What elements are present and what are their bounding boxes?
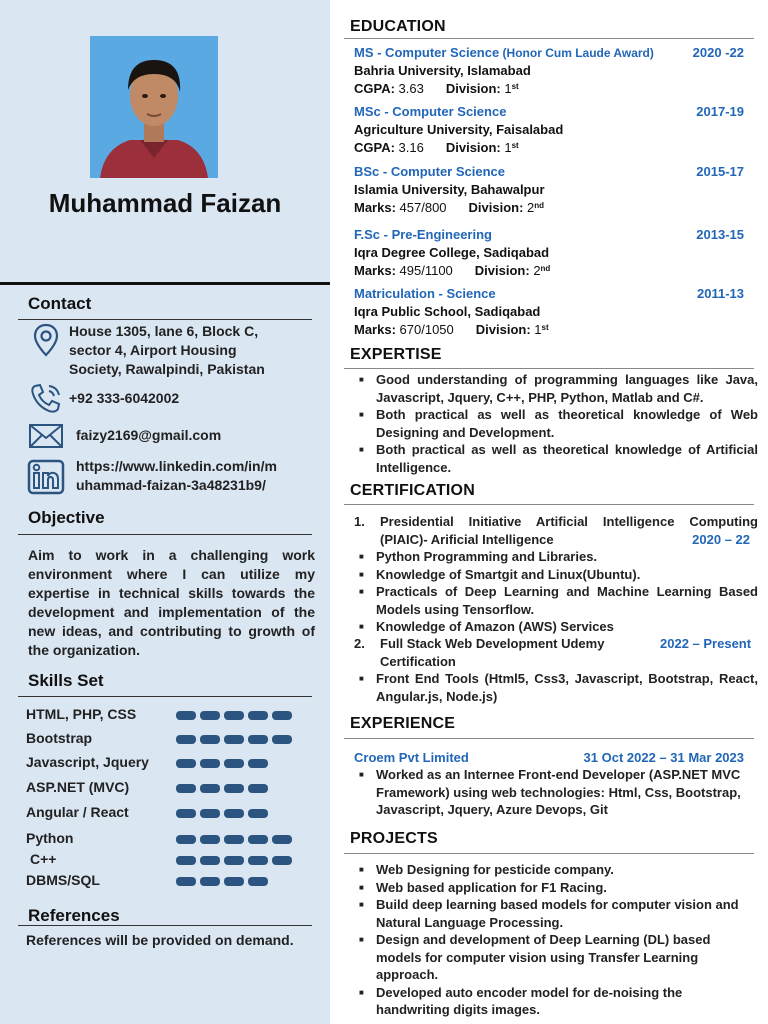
email-row bbox=[26, 418, 221, 454]
skill-level-bars bbox=[176, 711, 292, 720]
education-degree: BSc - Computer Science bbox=[354, 164, 505, 179]
education-score-row bbox=[354, 139, 744, 157]
expertise-item: ■ Good understanding of programming languages like Java, Javascript, Jquery, C++, PHP, Python, Matlab and C#. bbox=[354, 371, 758, 406]
project-item: ■ Build deep learning based models for computer vision and Natural Language Processing. bbox=[354, 896, 754, 931]
education-score-label: CGPA: bbox=[354, 140, 395, 155]
projects-heading: PROJECTS bbox=[350, 830, 438, 847]
skill-level-bar bbox=[176, 877, 196, 886]
skill-level-bar bbox=[224, 759, 244, 768]
education-degree-wrap bbox=[354, 44, 654, 62]
education-degree-wrap bbox=[354, 285, 496, 303]
experience-header bbox=[354, 749, 744, 767]
education-degree-wrap bbox=[354, 163, 505, 181]
skill-label: ASP.NET (MVC) bbox=[26, 779, 130, 795]
cert-2-list bbox=[354, 670, 758, 705]
skill-level-bar bbox=[176, 784, 196, 793]
education-score-label: Marks: bbox=[354, 322, 396, 337]
education-institute: Iqra Public School, Sadiqabad bbox=[354, 304, 541, 319]
skill-level-bars bbox=[176, 809, 268, 818]
skill-level-bar bbox=[200, 711, 220, 720]
experience-row bbox=[354, 749, 744, 767]
skill-level-bar bbox=[200, 735, 220, 744]
education-title-row bbox=[354, 163, 744, 181]
education-division-suffix: nd bbox=[534, 201, 545, 210]
education-score: 3.63 bbox=[394, 81, 424, 96]
project-item: ■ Web based application for F1 Racing. bbox=[354, 879, 754, 897]
education-title-row bbox=[354, 44, 744, 62]
cert-1-item: ■ Knowledge of Amazon (AWS) Services bbox=[354, 618, 758, 636]
education-score-label: Marks: bbox=[354, 200, 396, 215]
contact-heading: Contact bbox=[28, 294, 92, 313]
linkedin-line: https://www.linkedin.com/in/m bbox=[76, 458, 277, 474]
skill-level-bar bbox=[176, 809, 196, 818]
cert-2-item: ■ Front End Tools (Html5, Css3, Javascript, Bootstrap, React, Angular.js, Node.js) bbox=[354, 670, 758, 705]
skill-row bbox=[26, 730, 316, 750]
education-entry bbox=[354, 103, 744, 157]
education-score-row bbox=[354, 262, 744, 280]
skill-level-bar bbox=[176, 735, 196, 744]
education-division-suffix: st bbox=[511, 141, 519, 150]
skills-heading: Skills Set bbox=[28, 671, 104, 690]
expertise-list bbox=[354, 371, 758, 476]
skill-level-bar bbox=[224, 809, 244, 818]
skill-level-bar bbox=[248, 784, 268, 793]
skill-level-bar bbox=[248, 835, 268, 844]
cert-1-title-text: Presidential Initiative Artificial Intelligence Computing (PIAIC)- Arificial Intelligence bbox=[380, 514, 758, 547]
education-years: 2013-15 bbox=[696, 227, 744, 242]
education-score: 670/1050 bbox=[395, 322, 454, 337]
skill-level-bars bbox=[176, 877, 268, 886]
project-item: ■ Design and development of Deep Learning (DL) based models for computer vision using Transfer Learning approach. bbox=[354, 931, 754, 984]
skill-row bbox=[26, 779, 316, 799]
skill-label: HTML, PHP, CSS bbox=[26, 706, 137, 722]
education-division-suffix: st bbox=[511, 82, 519, 91]
skill-level-bar bbox=[176, 835, 196, 844]
linkedin-link[interactable] bbox=[76, 457, 277, 495]
expertise-heading: EXPERTISE bbox=[350, 346, 442, 363]
education-note: (Honor Cum Laude Award) bbox=[499, 46, 654, 60]
candidate-name: Muhammad Faizan bbox=[48, 188, 282, 218]
skill-level-bars bbox=[176, 856, 292, 865]
education-title-row bbox=[354, 285, 744, 303]
skill-label: Angular / React bbox=[26, 804, 129, 820]
education-years: 2015-17 bbox=[696, 164, 744, 179]
expertise-item: ■ Both practical as well as theoretical knowledge of Artificial Intelligence. bbox=[354, 441, 758, 476]
cert-1-title bbox=[380, 513, 758, 548]
education-division: 1 bbox=[500, 140, 512, 155]
education-division-suffix: nd bbox=[540, 264, 551, 273]
skill-level-bar bbox=[248, 735, 268, 744]
education-division: 2 bbox=[529, 263, 541, 278]
skill-level-bar bbox=[248, 856, 268, 865]
project-item: ■ Developed auto encoder model for de-noising the handwriting digits images. bbox=[354, 984, 754, 1019]
skill-row bbox=[26, 804, 316, 824]
address-row bbox=[26, 322, 265, 379]
education-institute: Iqra Degree College, Sadiqabad bbox=[354, 245, 550, 260]
linkedin-line: uhammad-faizan-3a48231b9/ bbox=[76, 477, 266, 493]
skill-level-bar bbox=[224, 711, 244, 720]
skill-row bbox=[26, 706, 316, 726]
profile-photo bbox=[90, 36, 218, 178]
education-score: 495/1100 bbox=[395, 263, 453, 278]
cert-1-list bbox=[354, 548, 758, 636]
education-division-label: Division: bbox=[475, 322, 531, 337]
skill-level-bar bbox=[176, 856, 196, 865]
skill-level-bars bbox=[176, 735, 292, 744]
skill-level-bar bbox=[248, 711, 268, 720]
education-title-row bbox=[354, 226, 744, 244]
linkedin-icon bbox=[26, 457, 66, 497]
skill-level-bars bbox=[176, 759, 268, 768]
skill-label: DBMS/SQL bbox=[26, 872, 100, 888]
education-rule bbox=[344, 38, 754, 39]
education-score-label: Marks: bbox=[354, 263, 396, 278]
skill-label: C++ bbox=[30, 851, 57, 867]
education-years: 2020 -22 bbox=[692, 45, 744, 60]
address-line: House 1305, lane 6, Block C, bbox=[69, 323, 259, 339]
education-division-label: Division: bbox=[445, 140, 501, 155]
skill-level-bar bbox=[248, 877, 268, 886]
education-entry bbox=[354, 285, 744, 339]
projects-list bbox=[354, 861, 754, 1019]
phone-icon bbox=[26, 380, 66, 416]
education-score-row bbox=[354, 199, 744, 217]
skill-level-bars bbox=[176, 835, 292, 844]
education-entry bbox=[354, 44, 744, 98]
phone-row bbox=[26, 380, 179, 416]
skill-level-bar bbox=[224, 735, 244, 744]
cert-1-number: 1. bbox=[354, 514, 365, 529]
address-text bbox=[69, 322, 265, 379]
education-degree-wrap bbox=[354, 103, 506, 121]
education-entry bbox=[354, 163, 744, 217]
education-degree: MSc - Computer Science bbox=[354, 104, 507, 119]
location-pin-icon bbox=[26, 322, 66, 358]
contact-rule bbox=[18, 319, 312, 320]
education-entry bbox=[354, 226, 744, 280]
expertise-item: ■ Both practical as well as theoretical knowledge of Web Designing and Development. bbox=[354, 406, 758, 441]
skill-label: Javascript, Jquery bbox=[26, 754, 149, 770]
skill-level-bar bbox=[200, 809, 220, 818]
education-degree: MS - Computer Science bbox=[354, 45, 500, 60]
education-degree-wrap bbox=[354, 226, 492, 244]
education-division-label: Division: bbox=[468, 200, 524, 215]
education-score-row bbox=[354, 321, 744, 339]
cert-2-years: 2022 – Present bbox=[660, 636, 752, 651]
phone-text: +92 333-6042002 bbox=[69, 390, 180, 406]
cert-1-years: 2020 – 22 bbox=[692, 531, 750, 547]
education-division-suffix: st bbox=[541, 323, 549, 332]
skill-level-bar bbox=[272, 735, 292, 744]
sidebar-divider bbox=[0, 282, 330, 285]
education-division-label: Division: bbox=[445, 81, 501, 96]
education-division: 2 bbox=[523, 200, 535, 215]
education-title-row bbox=[354, 103, 744, 121]
cert-2-title-text: Full Stack Web Development Udemy Certification bbox=[380, 636, 605, 669]
sidebar bbox=[0, 0, 330, 1024]
skill-level-bar bbox=[272, 835, 292, 844]
profile-photo-illustration bbox=[90, 36, 218, 178]
skill-level-bar bbox=[224, 856, 244, 865]
certification-heading: CERTIFICATION bbox=[350, 482, 475, 499]
education-division: 1 bbox=[500, 81, 512, 96]
experience-company: Croem Pvt Limited bbox=[354, 750, 469, 765]
skill-label: Python bbox=[26, 830, 74, 846]
certification-rule bbox=[344, 504, 754, 505]
experience-rule bbox=[344, 738, 754, 739]
skill-level-bar bbox=[224, 784, 244, 793]
skill-level-bar bbox=[248, 759, 268, 768]
education-institute: Bahria University, Islamabad bbox=[354, 63, 531, 78]
skill-level-bar bbox=[248, 809, 268, 818]
cert-1-item: ■ Practicals of Deep Learning and Machine Learning Based Models using Tensorflow. bbox=[354, 583, 758, 618]
references-heading: References bbox=[28, 906, 120, 925]
education-score: 457/800 bbox=[395, 200, 447, 215]
education-division-label: Division: bbox=[474, 263, 530, 278]
projects-rule bbox=[344, 853, 754, 854]
address-line: Society, Rawalpindi, Pakistan bbox=[69, 361, 265, 377]
education-degree: F.Sc - Pre-Engineering bbox=[354, 227, 492, 242]
education-score: 3.16 bbox=[394, 140, 424, 155]
education-score-row bbox=[354, 80, 744, 98]
objective-heading: Objective bbox=[28, 508, 105, 527]
skill-level-bar bbox=[200, 784, 220, 793]
education-institute: Islamia University, Bahawalpur bbox=[354, 182, 545, 197]
skill-level-bar bbox=[200, 856, 220, 865]
project-item: ■ Web Designing for pesticide company. bbox=[354, 861, 754, 879]
skills-rule bbox=[18, 696, 312, 697]
references-rule bbox=[18, 925, 312, 926]
objective-rule bbox=[18, 534, 312, 535]
skill-level-bar bbox=[200, 759, 220, 768]
skill-row bbox=[26, 830, 316, 850]
skill-level-bar bbox=[224, 835, 244, 844]
experience-heading: EXPERIENCE bbox=[350, 715, 456, 732]
skill-level-bar bbox=[200, 835, 220, 844]
cert-2-number: 2. bbox=[354, 636, 365, 651]
education-degree: Matriculation - Science bbox=[354, 286, 496, 301]
experience-dates: 31 Oct 2022 – 31 Mar 2023 bbox=[583, 750, 744, 765]
objective-text: Aim to work in a challenging work environment where I can utilize my expertise in technical skills towards the development and implementation of the new ideas, and contributing to growth of the organization. bbox=[28, 547, 315, 658]
cert-1-item: ■ Knowledge of Smartgit and Linux(Ubuntu). bbox=[354, 566, 758, 584]
skill-label: Bootstrap bbox=[26, 730, 93, 746]
skill-level-bars bbox=[176, 784, 268, 793]
skill-row bbox=[26, 754, 316, 774]
experience-item: ■ Worked as an Internee Front-end Developer (ASP.NET MVC Framework) using web technologies: Html, Css, Bootstrap, Javascript, Jquery, Azure Devops, Git bbox=[354, 766, 744, 819]
envelope-icon bbox=[26, 418, 66, 454]
references-text: References will be provided on demand. bbox=[26, 932, 294, 948]
address-line: sector 4, Airport Housing bbox=[69, 342, 237, 358]
education-years: 2011-13 bbox=[697, 286, 744, 301]
expertise-rule bbox=[344, 368, 754, 369]
skill-level-bar bbox=[176, 759, 196, 768]
email-link[interactable]: faizy2169@gmail.com bbox=[76, 427, 222, 443]
education-institute: Agriculture University, Faisalabad bbox=[354, 122, 564, 137]
education-score-label: CGPA: bbox=[354, 81, 395, 96]
skill-level-bar bbox=[224, 877, 244, 886]
skill-row bbox=[26, 851, 316, 871]
cert-1-item: ■ Python Programming and Libraries. bbox=[354, 548, 758, 566]
experience-list bbox=[354, 766, 744, 819]
skill-level-bar bbox=[176, 711, 196, 720]
skill-level-bar bbox=[272, 856, 292, 865]
skill-level-bar bbox=[200, 877, 220, 886]
education-division: 1 bbox=[530, 322, 542, 337]
skill-row bbox=[26, 872, 316, 892]
education-years: 2017-19 bbox=[696, 104, 744, 119]
linkedin-row bbox=[26, 457, 277, 497]
education-heading: EDUCATION bbox=[350, 18, 446, 35]
main-content bbox=[330, 0, 768, 1024]
skill-level-bar bbox=[272, 711, 292, 720]
